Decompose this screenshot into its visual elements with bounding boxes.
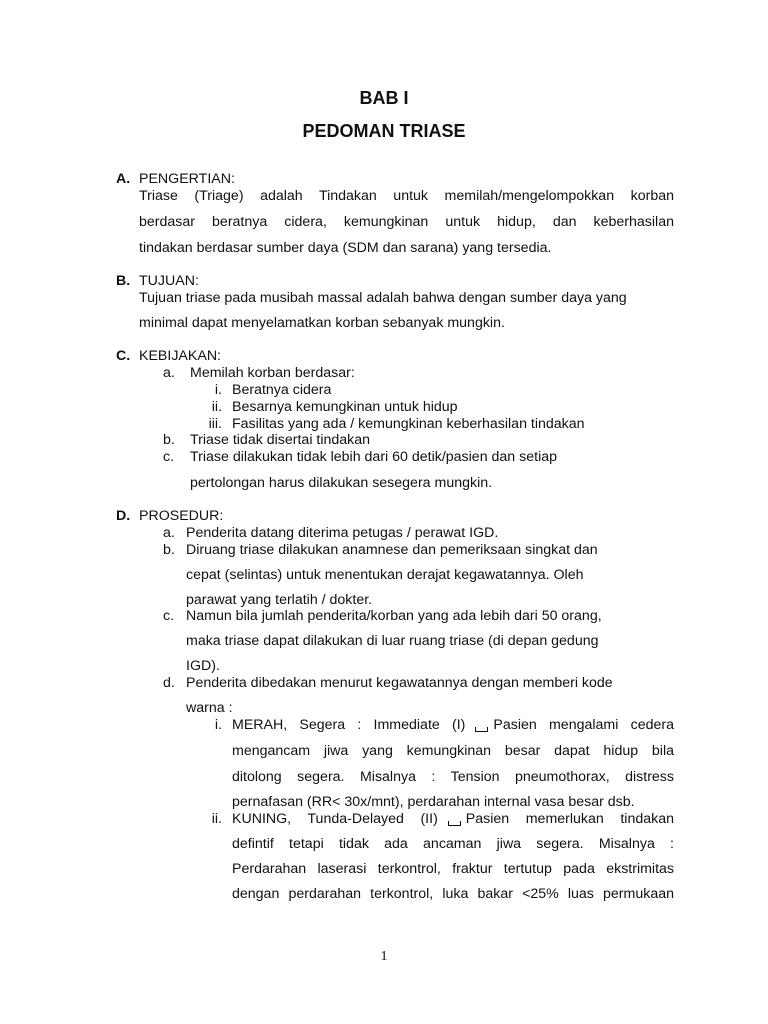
list-item-continuation: cepat (selintas) untuk menentukan derajat kegawatannya. Oleh bbox=[186, 567, 584, 583]
section-heading: TUJUAN: bbox=[139, 273, 199, 289]
sub-list-item bbox=[232, 811, 674, 827]
sub-list-continuation: defintif tetapi tidak ada ancaman jiwa segera. Misalnya : bbox=[232, 836, 674, 852]
list-item: Penderita dibedakan menurut kegawatannya dengan memberi kode bbox=[186, 675, 613, 691]
list-item: Triase dilakukan tidak lebih dari 60 detik/pasien dan setiap bbox=[190, 449, 557, 465]
list-item-continuation: warna : bbox=[186, 700, 233, 716]
list-item-continuation: maka triase dapat dilakukan di luar ruang triase (di depan gedung bbox=[186, 633, 599, 649]
code-description: Pasien mengalami cedera bbox=[493, 717, 674, 733]
sub-list-continuation: Perdarahan laserasi terkontrol, fraktur tertutup pada ekstrimitas bbox=[232, 861, 674, 877]
paragraph-line: Tujuan triase pada musibah massal adalah bahwa dengan sumber daya yang bbox=[139, 290, 627, 306]
section-heading: PENGERTIAN: bbox=[139, 171, 235, 187]
sub-list-item: Fasilitas yang ada / kemungkinan keberhasilan tindakan bbox=[232, 416, 585, 432]
list-item-continuation: pertolongan harus dilakukan sesegera mungkin. bbox=[190, 475, 493, 491]
list-item-continuation: parawat yang terlatih / dokter. bbox=[186, 592, 373, 608]
list-item: Memilah korban berdasar: bbox=[190, 365, 355, 381]
page-number: 1 bbox=[380, 949, 388, 964]
section-heading: KEBIJAKAN: bbox=[139, 348, 222, 364]
list-label: c. bbox=[163, 449, 175, 465]
paragraph-line: minimal dapat menyelamatkan korban sebanyak mungkin. bbox=[139, 315, 505, 331]
paragraph-line: Triase (Triage) adalah Tindakan untuk memilah/mengelompokkan korban bbox=[139, 188, 674, 204]
list-label: b. bbox=[163, 542, 175, 558]
code-description: Pasien memerlukan tindakan bbox=[465, 811, 674, 827]
paragraph-line: berdasar beratnya cidera, kemungkinan untuk hidup, dan keberhasilan bbox=[139, 214, 674, 230]
paragraph-line: tindakan berdasar sumber daya (SDM dan sarana) yang tersedia. bbox=[139, 240, 552, 256]
sub-list-label: iii. bbox=[208, 416, 222, 432]
code-label: KUNING, Tunda-Delayed (II) bbox=[232, 811, 438, 827]
sub-list-continuation: dengan perdarahan terkontrol, luka bakar <25% luas permukaan bbox=[232, 886, 674, 902]
sub-list-label: i. bbox=[214, 382, 222, 398]
sub-list-item: Beratnya cidera bbox=[232, 382, 332, 398]
list-label: a. bbox=[163, 365, 175, 381]
sub-list-continuation: ditolong segera. Misalnya : Tension pneumothorax, distress bbox=[232, 769, 674, 785]
list-item: Diruang triase dilakukan anamnese dan pemeriksaan singkat dan bbox=[186, 542, 598, 558]
list-item: Triase tidak disertai tindakan bbox=[190, 432, 371, 448]
list-label: d. bbox=[163, 675, 175, 691]
section-marker: B. bbox=[116, 273, 131, 289]
section-marker: C. bbox=[116, 348, 131, 364]
chapter-heading: BAB I bbox=[359, 88, 409, 108]
section-marker: D. bbox=[116, 508, 131, 524]
sub-list-item: Besarnya kemungkinan untuk hidup bbox=[232, 399, 458, 415]
arrow-symbol-icon bbox=[475, 727, 488, 732]
list-label: a. bbox=[163, 525, 175, 541]
page-title: PEDOMAN TRIASE bbox=[302, 121, 466, 141]
sub-list-continuation: mengancam jiwa yang kemungkinan besar dapat hidup bila bbox=[232, 743, 674, 759]
list-item: Penderita datang diterima petugas / perawat IGD. bbox=[186, 525, 499, 541]
sub-list-label: i. bbox=[214, 717, 222, 733]
list-label: c. bbox=[163, 608, 175, 624]
sub-list-item bbox=[232, 717, 674, 733]
section-marker: A. bbox=[116, 171, 131, 187]
list-item: Namun bila jumlah penderita/korban yang ada lebih dari 50 orang, bbox=[186, 608, 602, 624]
sub-list-continuation: pernafasan (RR< 30x/mnt), perdarahan internal vasa besar dsb. bbox=[232, 794, 635, 810]
code-label: MERAH, Segera : Immediate (I) bbox=[232, 717, 466, 733]
sub-list-label: ii. bbox=[211, 811, 222, 827]
list-label: b. bbox=[163, 432, 175, 448]
section-heading: PROSEDUR: bbox=[139, 508, 224, 524]
arrow-symbol-icon bbox=[448, 821, 461, 826]
sub-list-label: ii. bbox=[211, 399, 222, 415]
list-item-continuation: IGD). bbox=[186, 658, 220, 674]
